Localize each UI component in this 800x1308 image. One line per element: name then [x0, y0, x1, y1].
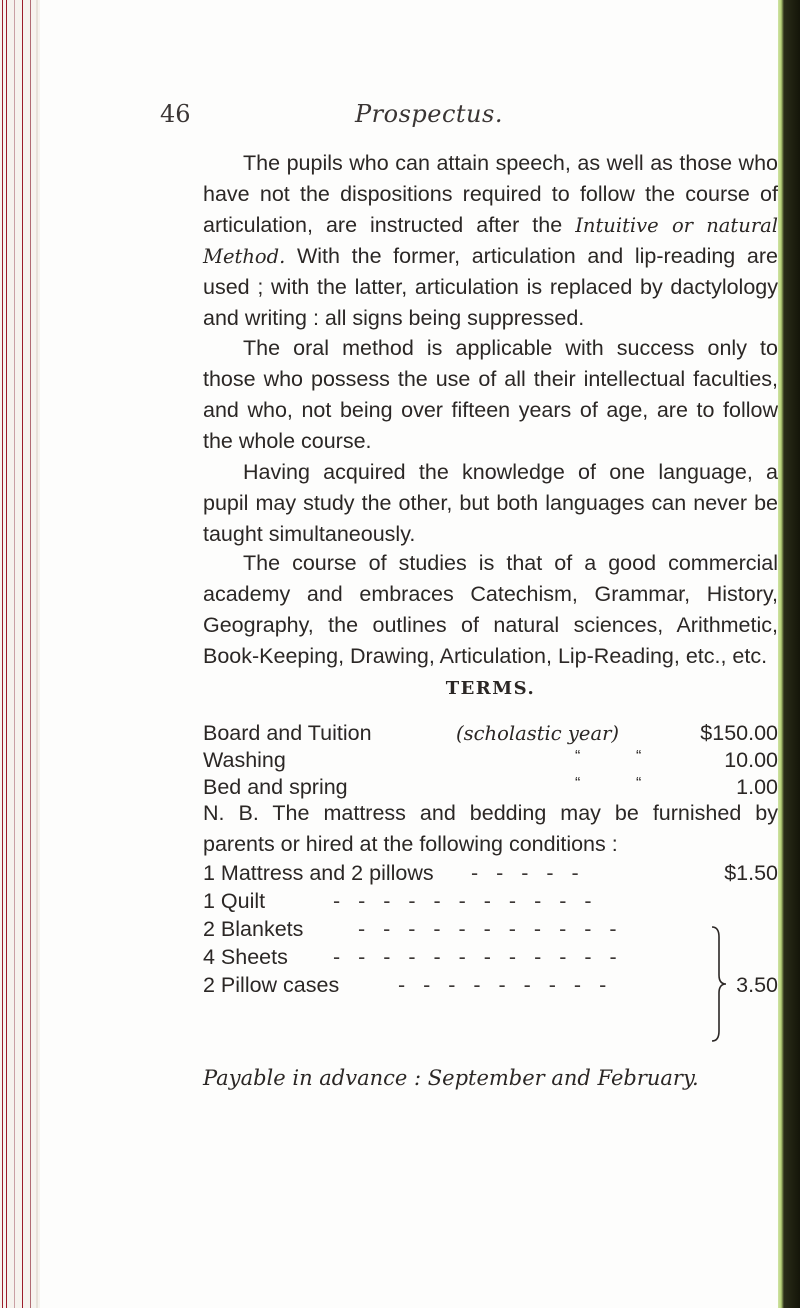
fee-note: (scholastic year) — [456, 722, 620, 745]
ditto-mark: “ — [575, 748, 581, 765]
right-brace — [710, 925, 728, 1043]
dot-leader: - - - - - - - - - - - — [358, 917, 623, 941]
running-title: Prospectus. — [355, 100, 503, 128]
bedding-note: N. B. The mattress and bedding may be furnished by parents or hired at the following conditions : — [203, 801, 778, 856]
fee-amount: 10.00 — [724, 748, 778, 772]
item-label: 1 Mattress and 2 pillows — [203, 861, 434, 885]
fee-label: Board and Tuition — [203, 721, 372, 745]
paragraph-methods: The pupils who can attain speech, as well as those who have not the dispositions required to follow the course of articulation, are instructed after the Intuitive or natural Method. With the former, articulation and lip-reading are used ; with the latter, articulation is replaced by dactylology and writing : all signs being suppressed. — [203, 151, 778, 330]
paragraph-languages: Having acquired the knowledge of one language, a pupil may study the other, but both languages can never be taught simultaneously. — [203, 460, 778, 546]
fee-amount: 1.00 — [736, 775, 778, 799]
terms-heading: TERMS. — [445, 678, 536, 699]
ditto-mark: “ — [575, 775, 581, 792]
bedding-item — [203, 886, 778, 914]
fee-label: Bed and spring — [203, 775, 348, 799]
bedding-item — [203, 970, 778, 998]
fee-row — [203, 745, 778, 775]
bracket-amount: 3.50 — [736, 973, 778, 997]
book-binding-edge — [0, 0, 40, 1308]
item-amount: $1.50 — [724, 861, 778, 885]
ditto-mark: “ — [636, 748, 642, 765]
paragraph-course-of-studies: The course of studies is that of a good commercial academy and embraces Catechism, Grammar, History, Geography, the outlines of natural sciences, Arithmetic, Book-Keeping, Drawing, Articulation, Lip-Reading, etc., etc. — [203, 551, 778, 668]
book-page — [40, 0, 778, 1308]
item-label: 2 Blankets — [203, 917, 304, 941]
dot-leader: - - - - - - - - - — [398, 973, 613, 997]
dot-leader: - - - - - — [471, 861, 585, 885]
method-name: Intuitive or natural Method. — [203, 214, 778, 268]
bedding-item — [203, 942, 778, 970]
bedding-item — [203, 914, 778, 942]
bedding-item — [203, 858, 778, 886]
fee-label: Washing — [203, 748, 286, 772]
page-edge — [778, 0, 800, 1308]
fee-row — [203, 718, 778, 748]
page-number: 46 — [160, 100, 191, 128]
ditto-mark: “ — [636, 775, 642, 792]
fee-amount: $150.00 — [700, 721, 778, 745]
item-label: 1 Quilt — [203, 889, 266, 913]
paragraph-oral-method: The oral method is applicable with success only to those who possess the use of all their intellectual faculties, and who, not being over fifteen years of age, are to follow the whole course. — [203, 336, 778, 453]
item-label: 2 Pillow cases — [203, 973, 340, 997]
dot-leader: - - - - - - - - - - - — [333, 889, 598, 913]
dot-leader: - - - - - - - - - - - - — [333, 945, 623, 969]
page-header — [160, 100, 720, 140]
payment-terms: Payable in advance : September and February. — [203, 1066, 699, 1090]
item-label: 4 Sheets — [203, 945, 288, 969]
